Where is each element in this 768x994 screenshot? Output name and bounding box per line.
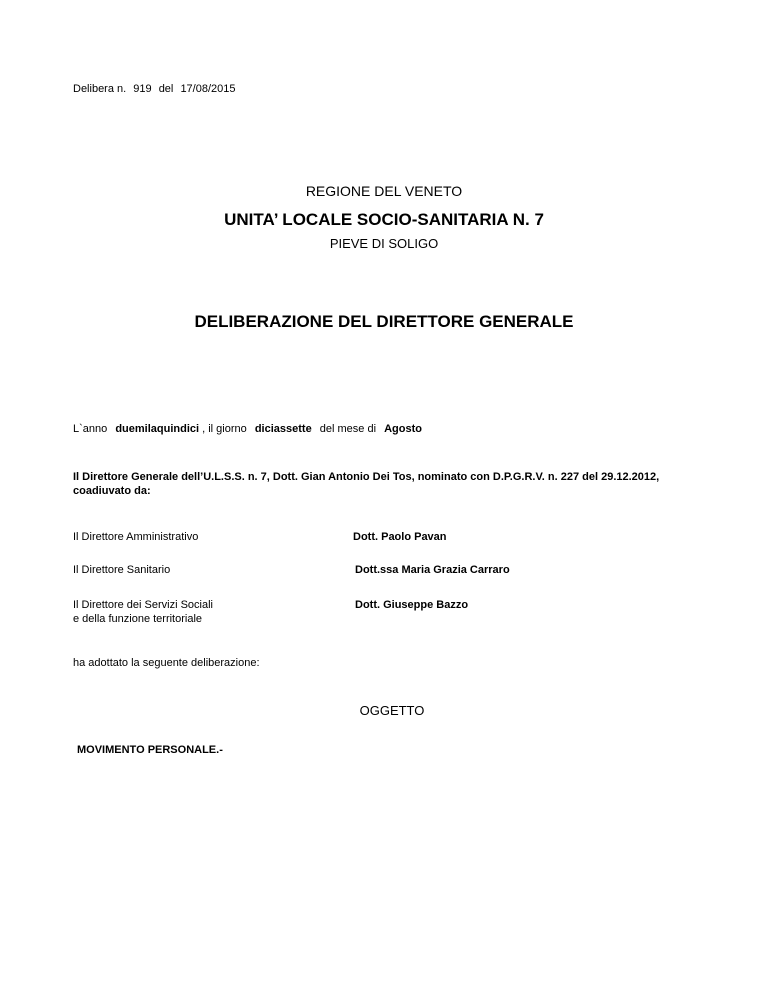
anno-label: L`anno [73, 423, 108, 435]
ulss-heading: UNITA’ LOCALE SOCIO-SANITARIA N. 7 [224, 210, 544, 229]
regione-heading: REGIONE DEL VENETO [305, 183, 463, 199]
role-social-line1: Il Direttore dei Servizi Sociali [73, 599, 213, 611]
anno-value: duemilaquindici [115, 423, 200, 435]
name-sanitary: Dott.ssa Maria Grazia Carraro [355, 564, 510, 576]
name-social-services: Dott. Giuseppe Bazzo [355, 599, 469, 611]
subject-label: OGGETTO [359, 703, 425, 718]
role-administrative: Il Direttore Amministrativo [73, 531, 199, 543]
subject-text: MOVIMENTO PERSONALE.- [77, 744, 223, 756]
delibera-date: 17/08/2015 [180, 83, 236, 95]
adopted-statement: ha adottato la seguente deliberazione: [73, 657, 260, 669]
role-sanitary: Il Direttore Sanitario [73, 564, 171, 576]
mese-label: del mese di [319, 423, 377, 435]
role-social-line2: e della funzione territoriale [73, 613, 203, 625]
delibera-label: Delibera n. [73, 83, 127, 95]
role-social-services [73, 598, 213, 626]
delibera-reference [73, 83, 240, 95]
giorno-value: diciassette [254, 423, 312, 435]
giorno-label: , il giorno [202, 423, 247, 435]
delibera-number: 919 [133, 83, 152, 95]
name-administrative: Dott. Paolo Pavan [353, 531, 447, 543]
city-heading: PIEVE DI SOLIGO [329, 236, 439, 251]
del-label: del [158, 83, 174, 95]
mese-value: Agosto [384, 423, 422, 435]
director-general-paragraph: Il Direttore Generale dell’U.L.S.S. n. 7, Dott. Gian Antonio Dei Tos, nominato con D.P.G.R.V. n. 227 del 29.12.2012, coadiuvato da: [73, 471, 660, 497]
document-title: DELIBERAZIONE DEL DIRETTORE GENERALE [194, 312, 574, 331]
date-sentence [73, 422, 422, 436]
